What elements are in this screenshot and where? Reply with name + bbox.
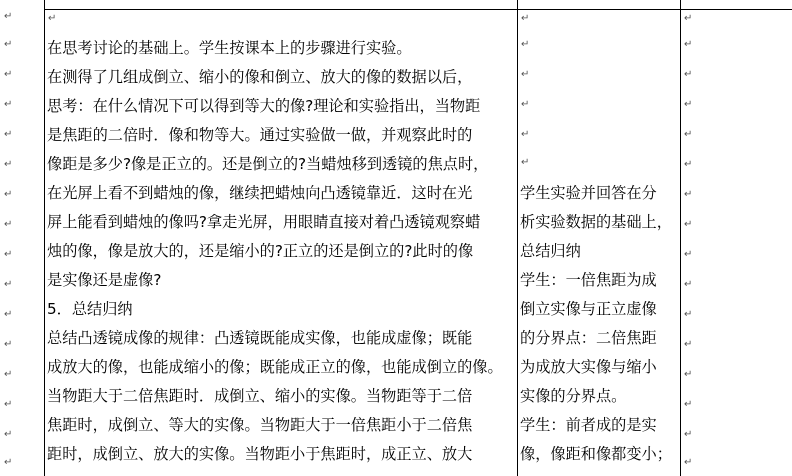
paragraph-mark: ↵ [4, 339, 13, 350]
column-divider-right [680, 0, 681, 476]
text-line: 思考：在什么情况下可以得到等大的像?理论和实验指出，当物距 [47, 97, 481, 115]
paragraph-mark: ↵ [4, 99, 13, 110]
text-line: 成放大的像，也能成缩小的像；既能成正立的像，也能成倒立的像。 [47, 358, 503, 376]
text-line: 总结凸透镜成像的规律：凸透镜既能成实像，也能成虚像；既能 [47, 329, 473, 347]
paragraph-mark: ↵ [684, 39, 693, 50]
paragraph-mark: ↵ [48, 13, 57, 24]
text-line: 焦距时，成倒立、等大的实像。当物距大于一倍焦距小于二倍焦 [47, 416, 473, 434]
text-line: 烛的像，像是放大的，还是缩小的?正立的还是倒立的?此时的像 [47, 242, 474, 260]
text-line: 是实像还是虚像? [47, 271, 162, 289]
text-line: 实像的分界点。 [520, 387, 627, 405]
text-line: 为成放大实像与缩小 [520, 358, 657, 376]
text-line: 析实验数据的基础上， [520, 213, 672, 231]
paragraph-mark: ↵ [684, 159, 693, 170]
paragraph-mark: ↵ [4, 39, 13, 50]
paragraph-mark: ↵ [684, 189, 693, 200]
text-line: 倒立实像与正立虚像 [520, 300, 657, 318]
paragraph-mark: ↵ [684, 369, 693, 380]
paragraph-mark: ↵ [4, 219, 13, 230]
paragraph-mark: ↵ [684, 219, 693, 230]
paragraph-mark: ↵ [4, 189, 13, 200]
paragraph-mark: ↵ [684, 99, 693, 110]
paragraph-mark: ↵ [521, 13, 530, 24]
column-divider [517, 0, 518, 476]
paragraph-mark: ↵ [684, 129, 693, 140]
section-heading: 5．总结归纳 [47, 300, 133, 318]
paragraph-mark: ↵ [521, 129, 530, 140]
text-line: 在测得了几组成倒立、缩小的像和倒立、放大的像的数据以后， [47, 68, 473, 86]
text-line: 屏上能看到蜡烛的像吗?拿走光屏，用眼睛直接对着凸透镜观察蜡 [47, 213, 481, 231]
paragraph-mark: ↵ [684, 249, 693, 260]
paragraph-mark: ↵ [521, 69, 530, 80]
paragraph-mark: ↵ [684, 339, 693, 350]
text-line: 学生实验并回答在分 [520, 184, 657, 202]
paragraph-mark: ↵ [4, 309, 13, 320]
paragraph-mark: ↵ [4, 11, 13, 22]
table-left-border [44, 0, 45, 476]
text-line: 学生：一倍焦距为成 [520, 271, 657, 289]
paragraph-mark: ↵ [684, 399, 693, 410]
text-line: 在思考讨论的基础上。学生按课本上的步骤进行实验。 [47, 39, 412, 57]
text-line: 在光屏上看不到蜡烛的像，继续把蜡烛向凸透镜靠近．这时在光 [47, 184, 473, 202]
paragraph-mark: ↵ [4, 249, 13, 260]
paragraph-mark: ↵ [4, 159, 13, 170]
paragraph-mark: ↵ [4, 279, 13, 290]
paragraph-mark: ↵ [684, 457, 693, 468]
paragraph-mark: ↵ [4, 457, 13, 468]
text-line: 的分界点：二倍焦距 [520, 329, 657, 347]
paragraph-mark: ↵ [521, 39, 530, 50]
paragraph-mark: ↵ [684, 279, 693, 290]
paragraph-mark: ↵ [684, 309, 693, 320]
paragraph-mark: ↵ [521, 99, 530, 110]
paragraph-mark: ↵ [4, 69, 13, 80]
text-line: 距时，成倒立、放大的实像。当物距小于焦距时，成正立、放大 [47, 445, 473, 463]
text-line: 像，像距和像都变小； [520, 445, 672, 463]
table-top-border [44, 9, 792, 10]
text-line: 总结归纳 [520, 242, 581, 260]
text-line: 当物距大于二倍焦距时．成倒立、缩小的实像。当物距等于二倍 [47, 387, 473, 405]
paragraph-mark: ↵ [4, 429, 13, 440]
paragraph-mark: ↵ [521, 157, 530, 168]
paragraph-mark: ↵ [684, 13, 693, 24]
paragraph-mark: ↵ [4, 399, 13, 410]
text-line: 学生：前者成的是实 [520, 416, 657, 434]
text-line: 是焦距的二倍时．像和物等大。通过实验做一做，并观察此时的 [47, 126, 473, 144]
paragraph-mark: ↵ [4, 369, 13, 380]
text-line: 像距是多少?像是正立的。还是倒立的?当蜡烛移到透镜的焦点时， [47, 155, 489, 173]
paragraph-mark: ↵ [684, 69, 693, 80]
paragraph-mark: ↵ [4, 129, 13, 140]
paragraph-mark: ↵ [684, 429, 693, 440]
